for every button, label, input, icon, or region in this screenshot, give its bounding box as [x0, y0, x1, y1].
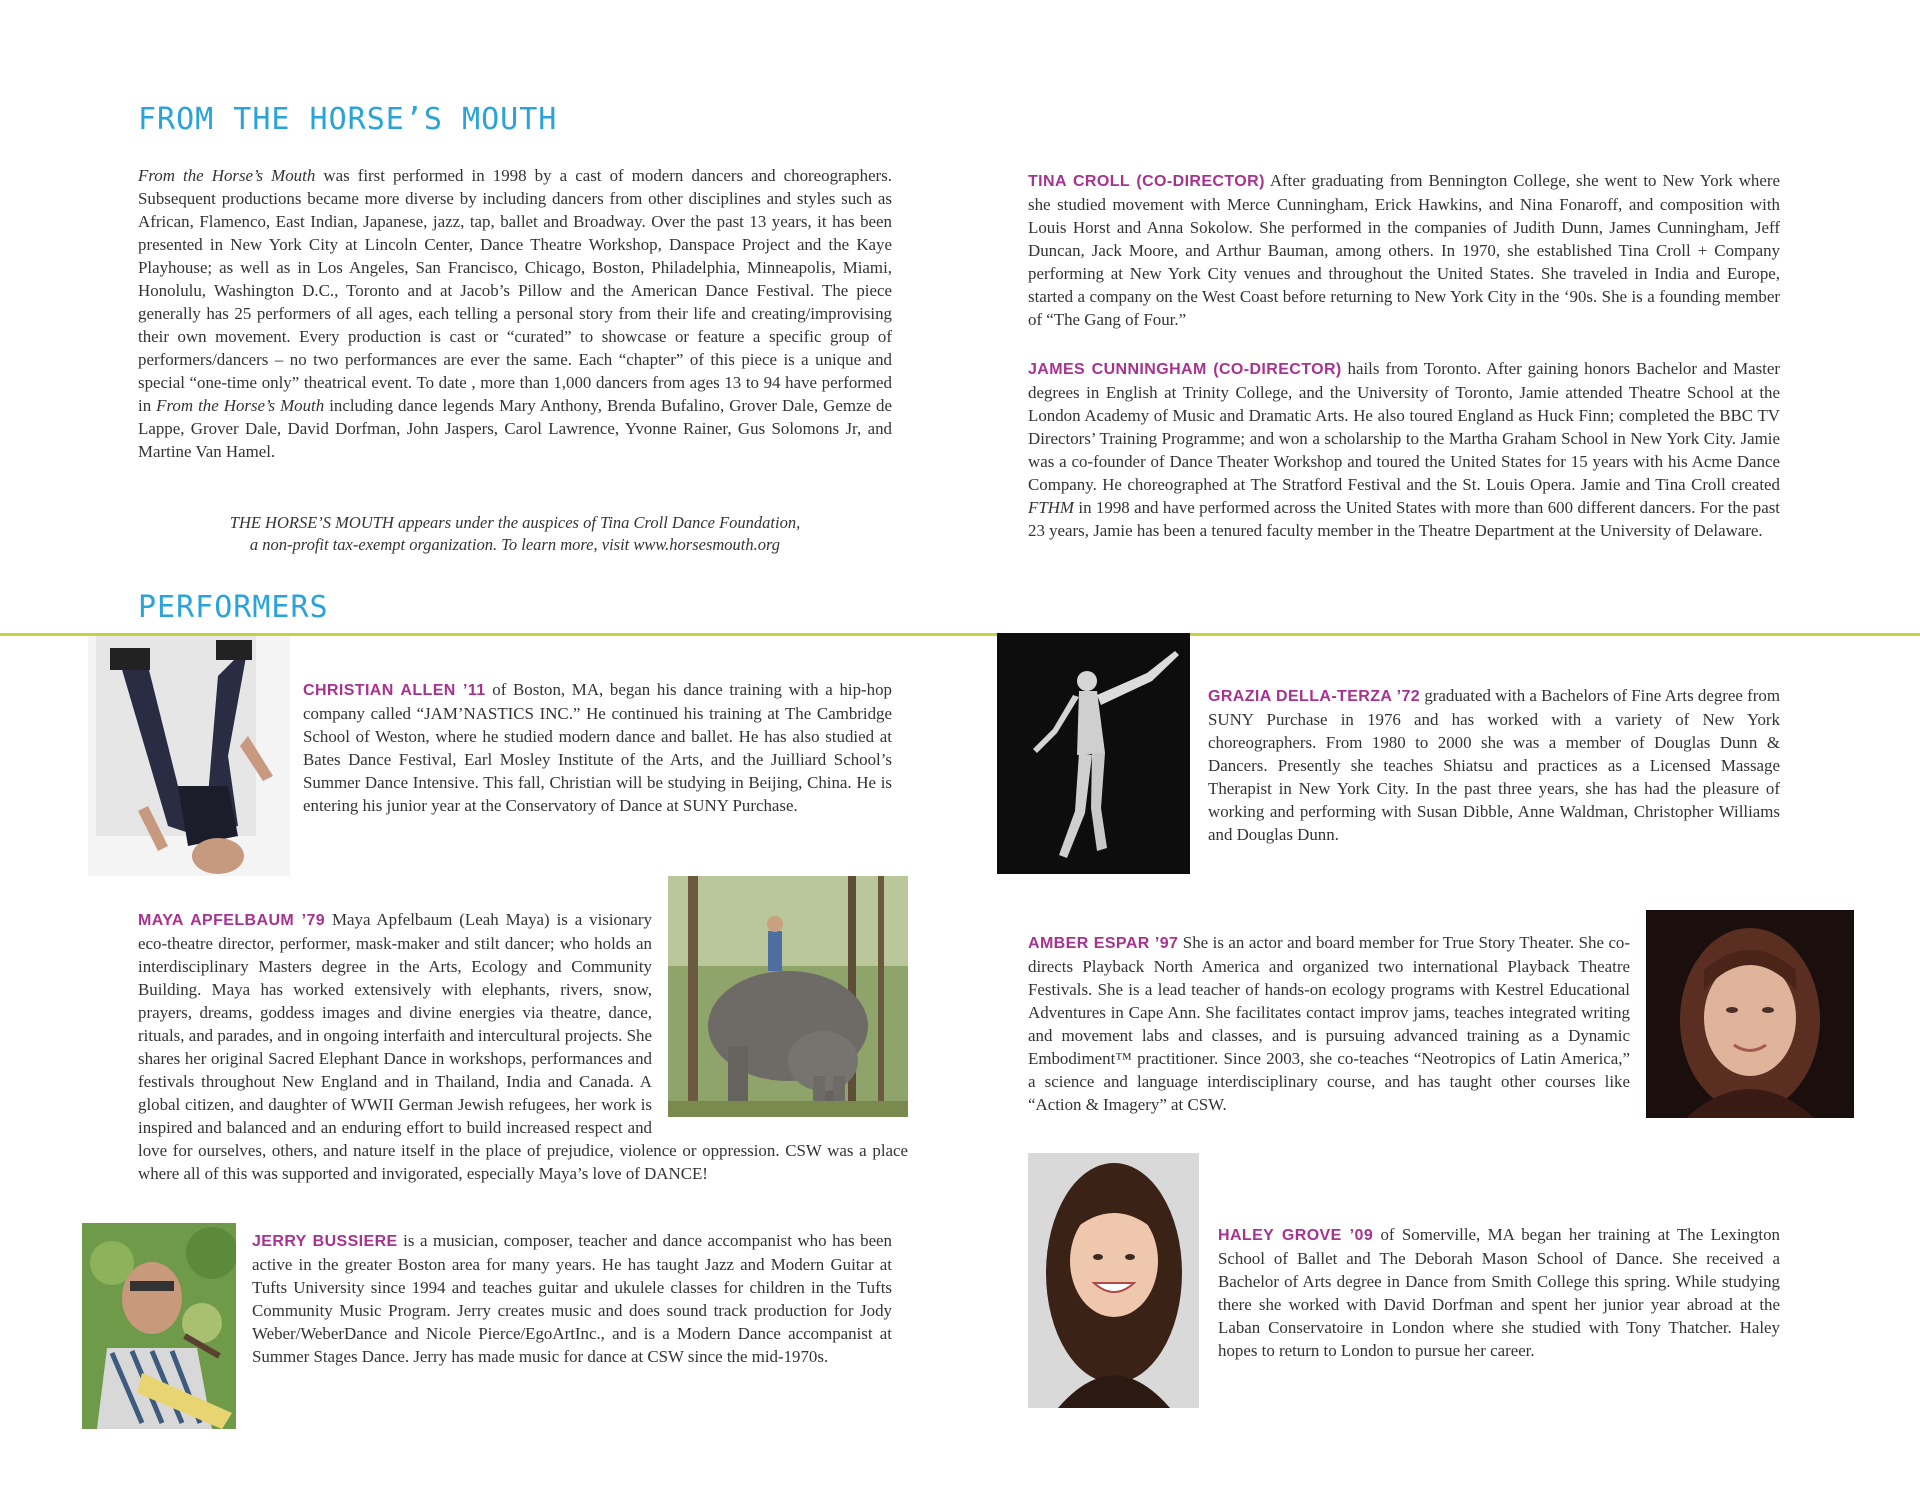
photo-grazia-della-terza	[997, 633, 1190, 874]
performer-bio-jerry-bussiere	[252, 1229, 892, 1368]
performer-text-grazia-della-terza: graduated with a Bachelors of Fine Arts degree from SUNY Purchase in 1976 and has worked with a variety of New York choreographers. From 1980 to 2000 she was a member of Douglas Dunn & Dancers. Presently she teaches Shiatsu and practices as a Licensed Massage Therapist in New York City. In the past three years, she has had the pleasure of working and performing with Susan Dibble, Anne Waldman, Christopher Williams and Douglas Dunn.	[1208, 686, 1780, 844]
performer-text-amber-espar: She is an actor and board member for True Story Theater. She co-directs Playback North America and organized two international Playback Theatre Festivals. She is a lead teacher of hands-on ecology programs with Kestrel Educational Adventures in Cape Ann. She facilitates contact improv jams, teaches integrated writing and movement labs and classes, and is pursuing advanced training as a Dynamic Embodiment™ practitioner. Since 2003, she co-teaches “Neotropics of Latin America,” a science and language interdisciplinary course, and has taught other courses like “Action & Imagery” at CSW.	[1028, 933, 1631, 1114]
performer-name-maya-apfelbaum: MAYA APFELBAUM ’79	[138, 912, 326, 929]
performer-bio-grazia-della-terza	[1208, 684, 1780, 846]
photo-amber-espar	[1646, 910, 1854, 1118]
photo-christian-allen	[88, 636, 290, 876]
director-name-croll: TINA CROLL (CO-DIRECTOR)	[1028, 173, 1265, 190]
performer-text-haley-grove: of Somerville, MA began her training at The Lexington School of Ballet and The Deborah Mason School of Dance. She received a Bachelor of Arts degree in Dance from Smith College this spring. While studying there she worked with David Dorfman and spent her junior year abroad at the Laban Conservatoire in London where she studied with Tony Thatcher. Haley hopes to return to London to pursue her career.	[1218, 1225, 1781, 1360]
performer-name-amber-espar: AMBER ESPAR ’97	[1028, 935, 1179, 952]
intro-title-italic: From the Horse’s Mouth	[138, 166, 316, 185]
director-text-croll: After graduating from Bennington College, she went to New York where she studied movement with Merce Cunningham, Erick Hawkins, and Nina Fonaroff, and composition with Louis Horst and Anna Sokolow. She performed in the companies of Judith Dunn, James Cunningham, Jeff Duncan, Jack Moore, and Arthur Bauman, among others. In 1970, she established Tina Croll + Company performing at New York City venues and throughout the United States. She traveled in India and Europe, started a company on the West Coast before returning to New York City in the ‘90s. She is a founding member of “The Gang of Four.”	[1028, 171, 1780, 329]
auspices-note	[138, 512, 892, 556]
performer-name-grazia-della-terza: GRAZIA DELLA-TERZA ’72	[1208, 688, 1421, 705]
director-name-cunningham: JAMES CUNNINGHAM (CO-DIRECTOR)	[1028, 361, 1342, 378]
performer-text-maya-apfelbaum: Maya Apfelbaum (Leah Maya) is a visionary eco-theatre director, performer, mask-maker and stilt dancer; who holds an interdisciplinary Masters degree in the Arts, Ecology and Community Building. Maya has worked extensively with elephants, rivers, snow, prayers, dreams, goddess images and divine energies via theatre, dance, rituals, and parades, and in ongoing interfaith and intercultural projects. She shares her original Sacred Elephant Dance in workshops, performances and festivals throughout New England and in Thailand, India and Canada. A global citizen, and daughter of WWII German Jewish refugees, her work is inspired and balanced and an enduring effort to build increased respect and love for ourselves, others, and nature itself in the place of prejudice, violence or oppression. CSW was a place where all of this was supported and invigorated, especially Maya’s love of DANCE!	[138, 910, 908, 1183]
intro-title-italic-2: From the Horse’s Mouth	[156, 396, 325, 415]
performer-name-jerry-bussiere: JERRY BUSSIERE	[252, 1233, 398, 1250]
intro-text-b: including dance legends Mary Anthony, Brenda Bufalino, Grover Dale, Gemze de Lappe, Grover Dale, David Dorfman, John Jaspers, Carol Lawrence, Yvonne Rainer, Gus Solomons Jr, and Martine Van Hamel.	[138, 396, 892, 461]
page-title: FROM THE HORSE’S MOUTH	[138, 102, 558, 137]
director-text-cunningham-italic: FTHM	[1028, 498, 1074, 517]
photo-jerry-bussiere	[82, 1223, 236, 1429]
photo-haley-grove	[1028, 1153, 1199, 1408]
auspices-line-2: a non-profit tax-exempt organization. To learn more, visit www.horsesmouth.org	[249, 535, 781, 554]
intro-paragraph	[138, 164, 892, 463]
performer-bio-haley-grove	[1218, 1223, 1780, 1362]
director-bio-croll	[1028, 169, 1780, 331]
director-text-cunningham-a: hails from Toronto. After gaining honors Bachelor and Master degrees in English at Trinity College, and the University of Toronto, Jamie attended Theatre School at the London Academy of Music and Dramatic Arts. He also toured England as Huck Finn; completed the BBC TV Directors’ Training Programme; and won a scholarship to the Martha Graham School in New York City. Jamie was a co-founder of Dance Theater Workshop and toured the United States for 15 years with his Acme Dance Company. He choreographed at The Stratford Festival and the St. Louis Opera. Jamie and Tina Croll created	[1028, 359, 1780, 494]
auspices-line-1: THE HORSE’S MOUTH appears under the auspices of Tina Croll Dance Foundation,	[229, 513, 801, 532]
performer-name-christian-allen: CHRISTIAN ALLEN ’11	[303, 682, 486, 699]
performer-bio-christian-allen	[303, 678, 892, 817]
director-bio-cunningham	[1028, 357, 1780, 542]
photo-maya-apfelbaum	[668, 876, 908, 1117]
performer-block-maya-apfelbaum	[138, 876, 908, 1185]
performer-name-haley-grove: HALEY GROVE ’09	[1218, 1227, 1374, 1244]
performer-text-christian-allen: of Boston, MA, began his dance training with a hip-hop company called “JAM’NASTICS INC.” He continued his training at The Cambridge School of Weston, where he studied modern dance and ballet. He has also studied at Bates Dance Festival, Earl Mosley Institute of the Arts, and the Juilliard School’s Summer Dance Intensive. This fall, Christian will be studying in Beijing, China. He is entering his junior year at the Conservatory of Dance at SUNY Purchase.	[303, 680, 892, 815]
director-text-cunningham-b: in 1998 and have performed across the United States with more than 600 different dancers. For the past 23 years, Jamie has been a tenured faculty member in the Theatre Department at the University of Delaware.	[1028, 498, 1780, 540]
performers-heading: PERFORMERS	[138, 590, 329, 625]
performer-bio-amber-espar	[1028, 931, 1630, 1116]
performer-text-jerry-bussiere: is a musician, composer, teacher and dance accompanist who has been active in the greater Boston area for many years. He has taught Jazz and Modern Guitar at Tufts University since 1994 and teaches guitar and ukulele classes for children in the Tufts Community Music Program. Jerry creates music and does sound track production for Jody Weber/WeberDance and Nicole Pierce/EgoArtInc., and is a Modern Dance accompanist at Summer Stages Dance. Jerry has made music for dance at CSW since the mid-1970s.	[252, 1231, 893, 1366]
intro-text-a: was first performed in 1998 by a cast of modern dancers and choreographers. Subsequent productions became more diverse by including dancers from other disciplines and styles such as African, Flamenco, East Indian, Japanese, jazz, tap, ballet and Broadway. Over the past 13 years, it has been presented in New York City at Lincoln Center, Dance Theatre Workshop, Danspace Project and the Kaye Playhouse; as well as in Los Angeles, San Francisco, Chicago, Boston, Philadelphia, Minneapolis, Miami, Honolulu, Washington D.C., Toronto and at Jacob’s Pillow and the American Dance Festival. The piece generally has 25 performers of all ages, each telling a personal story from their life and creating/improvising their own movement. Every production is cast or “curated” to showcase or feature a specific group of performers/dancers – no two performances are ever the same. Each “chapter” of this piece is a unique and special “one-time only” theatrical event. To date , more than 1,000 dancers from ages 13 to 94 have performed in	[138, 166, 892, 415]
